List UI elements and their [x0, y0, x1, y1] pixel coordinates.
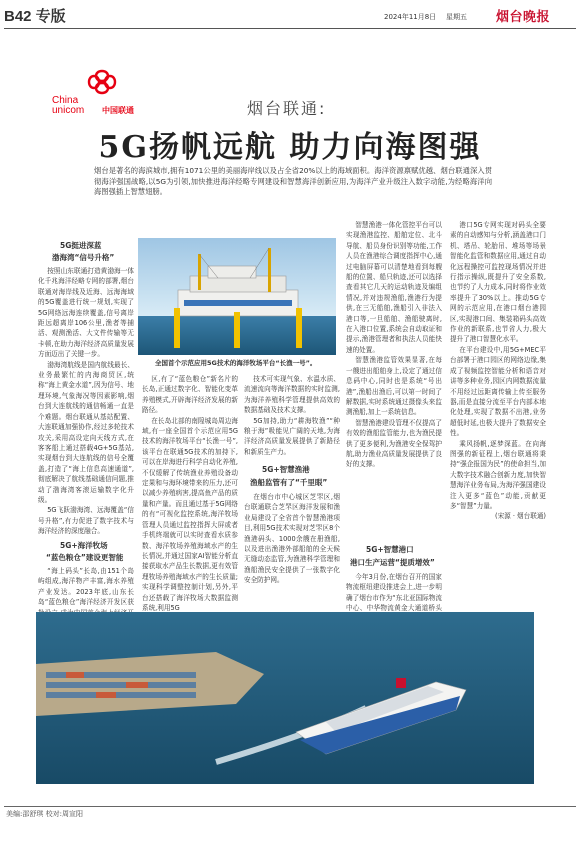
section-subtitle-monitoring: 渔船监管有了“千里眼” [250, 478, 328, 487]
column-1-body-2 [38, 566, 134, 610]
article-headline: 5G扬帆远航 助力向海图强 [98, 130, 482, 165]
unicom-knot-icon [84, 68, 120, 96]
paragraph: 在长岛北部的南隍城岛周边海域,有一座全国首个示范应用5G技术的海洋牧场平台“长渔一号”,该平台在联通5G技术的加持下,可以在岸海进行科学自动化养殖,不仅缓解了传统渔业养殖设备动定果和与海环境带来的压力,还可以减少养殖病害,提高鱼产品的质量和产量。而且通过基于5G网络的有“可视化监控系统,海洋牧场管理人员通过监控指挥大屏或者手机终端就可以实时查看水质参数、海洋牧场养殖海域水产的生长情况,并通过国家AI智能分析直接获取水产品生长数据,更有效管理牧场养殖海域水产的生长质量;实现科学调整控制计划,另外,平台还搭载了海洋牧场大数据监测系统,利用5G [142, 416, 238, 612]
paragraph: 智慧渔港监管效果显著,在每一艘进出船舶身上,设定了通过信息码中心,同时也是系统“号出港”,渔船出渔后,可以第一时间了解数据,实时系统通过摄像头来监测渔船,加上一系统信息。 [346, 356, 442, 417]
paragraph: 5G加持,助力“耕海牧渔”“种粮于海”吸能见广阔的天地,为海洋经济高质量发展提供了新路径和新质生产力。 [244, 416, 340, 456]
logo-chinese-name: 中国联通 [102, 106, 134, 115]
section-title-smart-harbor: 5G+智慧渔港 [262, 465, 310, 474]
issue-weekday: 星期五 [446, 13, 467, 21]
header-rule [4, 28, 576, 29]
newspaper-masthead: 烟台晚报 [496, 10, 551, 25]
column-3-body-2 [244, 492, 340, 610]
column-3-body [244, 374, 340, 460]
logo-english-name: China unicom [52, 95, 85, 116]
paragraph: 乘风扬帆,逐梦深蓝。在向海图强的新征程上,烟台联通将秉持“强企报国为民”的使命担当,加大数字技术融合创新力度,加快智慧海洋业务布局,为海洋强国建设注入更多“蓝色”动能,贡献更多“智慧”力量。 [450, 439, 546, 510]
ferry-port-photo [36, 612, 534, 784]
footer-rule [4, 806, 576, 807]
paragraph: 渤海湾航线是国内航线最长、业务最繁忙的内海商贸区,统称“海上黄金水道”,因为信号、地理环境,气象海况等因素影响,烟台到大连航线的通信畅通一直是个难题。烟台联通从基站配置、大连联通加强协作,经过多轮技术攻关,采用高设定向天线方式,在客客船上通过搭载4G+5G基站,实现烟台到大连航线的信号全覆盖,打造了“海上信息高速通道”,彻底解决了航线基础通信问题,推动了渤海湾客滚运输数字化升级。 [38, 360, 134, 504]
article-kicker: 烟台联通: [247, 99, 327, 118]
paragraph: 港口5G专网实现对码头全要素的自动感知与分析,涵盖港口门机、塔吊、轮胎吊、堆场等场景智能化监管和数据应用,通过自动化远程操控可监控现场情况并进行指示操纵,既提升了安全系数,也节约了人力成本,同时将作业效率提升了30%以上。推动5G专网的示范应用,在港口烟台港园区,实现港口间、集装箱码头高效作业的新联系,也节省人力,极大提升了港口智慧化水平。 [450, 221, 546, 344]
paragraph: 在平台建设中,用5G+MEC平台部署于港口园区的网络边缘,集成了视频监控智能分析和语音对讲等多种业务,园区内网数据流量不用经过远距离传输上传至服务器,而是直接分流至平台内部本地化处理,实现了数据不出港,业务超低时延,也极大提升了数据安全性。 [450, 345, 546, 438]
paragraph: 5G飞跃渤海湾、远海覆盖“信号升格”,有力促进了数字技术与海洋经济的深度融合。 [38, 506, 134, 536]
ferry-illustration [36, 612, 534, 784]
photo-caption: 全国首个示范应用5G技术的海洋牧场平台“长渔一号”。 [155, 359, 317, 367]
section-subtitle-granary: “蓝色粮仓”建设更智能 [46, 553, 124, 562]
issue-date: 2024年11月8日 [384, 13, 437, 21]
page-credits: 美编:邵舒琪 校对:周宣阳 [6, 810, 83, 818]
paragraph: “海上码头”长岛,由151个岛屿组成,海洋物产丰富,海水养殖产业发达。2023年底,山东长岛“蓝色粮仓”海洋经济开发区获 [38, 567, 134, 607]
platform-illustration [138, 238, 336, 355]
section-title-smart-port: 5G+智慧港口 [366, 545, 414, 554]
column-1-body [38, 266, 134, 534]
paragraph: 技术可实现气象、水温水质、流速流向等海洋数据的实时监测,为海洋养殖科学管理提供高效的数据基础及技术支撑。 [244, 375, 340, 415]
paragraph: 区,有了“蓝色粮仓”新名片的长岛,正通过数字化、智能化变革养殖模式,开辟海洋经济发展的新路径。 [142, 375, 238, 415]
ocean-platform-photo [138, 238, 336, 355]
column-5-body [450, 220, 546, 604]
section-subtitle-signal: 渤海湾“信号升格” [52, 253, 115, 262]
paragraph: 按照山东联通打造黄渤海一体化千兆海洋经略专网的部署,烟台联通对海岸线及近海、远海海域的5G覆盖进行统一规划,实现了5G网络远海连续覆盖,信号离岸距远超离岸106公里,渔者等捕活、观测渔活、大文件传输等无卡顿,在助力海洋经济高质量发展方面迈出了关键一步。 [38, 267, 134, 359]
article-signature: (宋源 · 烟台联通) [495, 512, 546, 521]
paragraph: 智慧渔港一体化管控平台可以实现渔港监控、船舶定位、北斗导航、船员身份识别等功能,工作人员在渔港综合调度指挥中心,通过电脑屏幕可以清楚地看到每艘船的位置、船只轨迹,还可以选择查看其它几天的运动轨迹及编组情况,并对违规渔船,渔港行为提供,在三无船舶,渔船引入非法入港口等,一旦船舶、渔船驶离时,在入港口位置,系统会自动取证和提示,渔港管理者和执法人员能快速的处置。 [346, 221, 442, 354]
column-2-body [142, 374, 238, 610]
section-title-deep-blue: 5G挺进深蓝 [60, 241, 102, 250]
page-header [0, 0, 580, 32]
paragraph: 今年3月份,在烟台召开的国家物流枢纽建设推进会上,进一步明确了烟台市作为“东北亚国际物流中心、中华物流黄金大通道桥头 [346, 573, 442, 613]
column-4-body-2 [346, 572, 442, 613]
column-4-body [346, 220, 442, 556]
paragraph: 智慧渔港建设管理不仅提高了有效的渔船监管能力,也为渔民提供了更多便利,为渔港安全保驾护航,助力渔业高质量发展提供了良好的支撑。 [346, 418, 442, 469]
paragraph: 在烟台市中心城区芝罘区,烟台联通联合芝罘区海洋发展和渔业局建设了全省首个智慧渔港项目,利用5G技术实现对芝罘区8个渔港码头、1000余艘在册渔船,以及进出渔港外部船舶的全天候无缝动态监管,为渔港科学管理和渔船渔民安全提供了一张数字化安全防护网。 [244, 493, 340, 585]
section-title-ocean-farm: 5G+海洋牧场 [60, 541, 108, 550]
article-lead: 烟台是著名的海滨城市,拥有1071公里的美丽海岸线以及占全省20%以上的海域面积。海洋资源禀赋优越、烟台联通深入贯彻海洋强国战略,以5G为引领,加快推进海洋经略专网建设和智慧海洋创新应用,为海洋产业升级注入数字动能,为经略海洋向海图强插上智慧翅膀。 [94, 166, 492, 196]
section-subtitle-port-ops: 港口生产运营“提质增效” [350, 558, 435, 567]
china-unicom-logo [48, 68, 158, 116]
page-section-label: B42 专版 [4, 8, 66, 25]
